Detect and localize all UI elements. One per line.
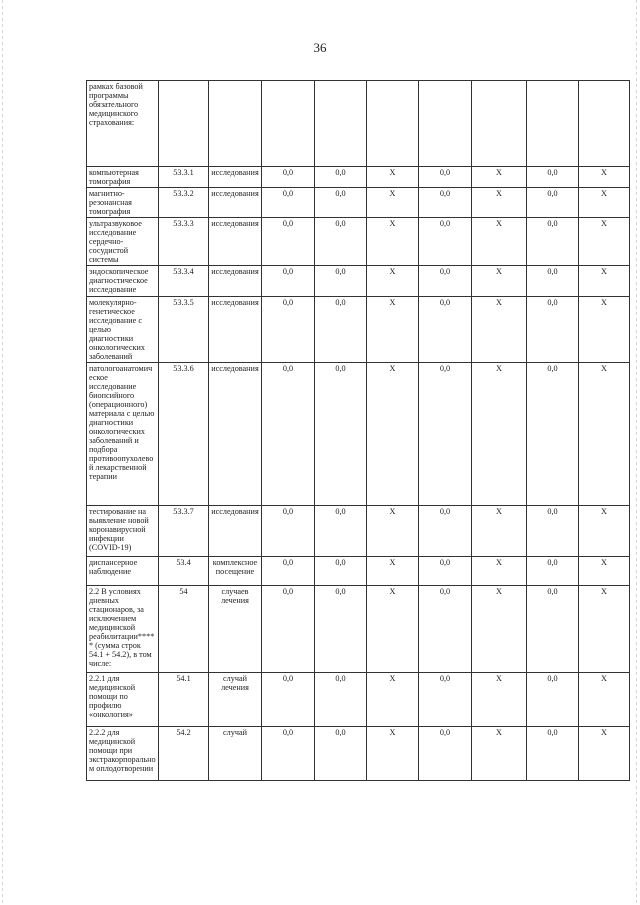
row-value-cell: 0,0 — [527, 557, 579, 586]
row-value-cell: 0,0 — [527, 218, 579, 266]
row-code-cell: 53.3.2 — [159, 188, 209, 218]
row-value-cell: X — [579, 506, 630, 557]
row-name-cell: рамках базовой программы обязательного медицинского страхования: — [87, 81, 159, 167]
row-value-cell — [472, 81, 527, 167]
row-value-cell: X — [367, 673, 419, 727]
row-value-cell: 0,0 — [315, 673, 367, 727]
row-unit-cell: исследования — [209, 188, 262, 218]
row-value-cell: X — [579, 557, 630, 586]
row-value-cell: X — [579, 727, 630, 781]
row-value-cell: X — [472, 297, 527, 363]
row-value-cell: 0,0 — [262, 218, 315, 266]
row-value-cell: 0,0 — [315, 557, 367, 586]
row-value-cell: X — [472, 188, 527, 218]
row-name-cell: 2.2.2 для медицинской помощи при экстракорпоральном оплодотворении — [87, 727, 159, 781]
row-value-cell: 0,0 — [262, 586, 315, 673]
row-value-cell: X — [472, 218, 527, 266]
row-value-cell: 0,0 — [315, 218, 367, 266]
table-row — [87, 586, 630, 673]
scan-edge-left — [2, 0, 3, 905]
table-row — [87, 557, 630, 586]
row-value-cell: 0,0 — [262, 363, 315, 506]
row-value-cell — [579, 81, 630, 167]
row-value-cell: 0,0 — [527, 727, 579, 781]
row-unit-cell: исследования — [209, 363, 262, 506]
row-unit-cell — [209, 81, 262, 167]
row-value-cell: 0,0 — [419, 506, 472, 557]
row-value-cell: X — [367, 557, 419, 586]
table-row — [87, 188, 630, 218]
table-row — [87, 727, 630, 781]
row-name-cell: 2.2.1 для медицинской помощи по профилю «онкология» — [87, 673, 159, 727]
row-value-cell: 0,0 — [315, 266, 367, 297]
row-name-cell: ультразвуковое исследование сердечно-сосудистой системы — [87, 218, 159, 266]
row-value-cell: 0,0 — [527, 363, 579, 506]
scan-edge-right — [636, 0, 637, 905]
table-row — [87, 673, 630, 727]
row-value-cell: 0,0 — [315, 188, 367, 218]
row-value-cell: X — [579, 188, 630, 218]
table-row — [87, 266, 630, 297]
row-name-cell: магнитно-резонансная томография — [87, 188, 159, 218]
row-value-cell: 0,0 — [262, 266, 315, 297]
table-row — [87, 218, 630, 266]
row-value-cell: 0,0 — [419, 673, 472, 727]
row-value-cell: X — [367, 727, 419, 781]
row-value-cell: X — [367, 297, 419, 363]
row-value-cell: X — [472, 363, 527, 506]
row-value-cell: X — [367, 266, 419, 297]
row-value-cell — [367, 81, 419, 167]
row-value-cell: X — [579, 167, 630, 188]
row-code-cell: 53.3.4 — [159, 266, 209, 297]
row-value-cell: 0,0 — [262, 557, 315, 586]
row-value-cell: 0,0 — [315, 506, 367, 557]
row-value-cell: 0,0 — [527, 586, 579, 673]
document-table — [86, 80, 630, 781]
row-value-cell: 0,0 — [262, 673, 315, 727]
table-row — [87, 297, 630, 363]
row-code-cell: 53.3.7 — [159, 506, 209, 557]
row-value-cell: 0,0 — [527, 167, 579, 188]
row-value-cell: 0,0 — [315, 727, 367, 781]
row-unit-cell: случай лечения — [209, 673, 262, 727]
row-value-cell: X — [579, 297, 630, 363]
row-value-cell: X — [472, 673, 527, 727]
row-code-cell: 53.3.5 — [159, 297, 209, 363]
row-value-cell: X — [472, 727, 527, 781]
page-number: 36 — [313, 40, 327, 55]
row-code-cell: 54.1 — [159, 673, 209, 727]
table-row — [87, 81, 630, 167]
row-value-cell: X — [579, 673, 630, 727]
row-value-cell: X — [367, 167, 419, 188]
row-value-cell: X — [579, 266, 630, 297]
table-row — [87, 363, 630, 506]
row-code-cell: 54.2 — [159, 727, 209, 781]
row-name-cell: тестирование на выявление новой коронавирусной инфекции (COVID-19) — [87, 506, 159, 557]
row-value-cell: 0,0 — [527, 297, 579, 363]
row-unit-cell: исследования — [209, 297, 262, 363]
row-name-cell: диспансерное наблюдение — [87, 557, 159, 586]
row-value-cell: 0,0 — [527, 506, 579, 557]
row-value-cell: 0,0 — [262, 506, 315, 557]
row-unit-cell: исследования — [209, 506, 262, 557]
row-value-cell: X — [472, 266, 527, 297]
table-row — [87, 506, 630, 557]
row-code-cell: 53.4 — [159, 557, 209, 586]
row-value-cell: 0,0 — [419, 266, 472, 297]
row-name-cell: патологоанатомическое исследование биопсийного (операционного) материала с целью диагностики онкологических заболеваний и подбора противоопухолевой лекарственной терапии — [87, 363, 159, 506]
row-value-cell: 0,0 — [419, 363, 472, 506]
row-unit-cell: исследования — [209, 218, 262, 266]
row-value-cell: X — [367, 363, 419, 506]
row-name-cell: 2.2 В условиях дневных стационаров, за исключением медицинской реабилитации***** (сумма строк 54.1 + 54.2), в том числе: — [87, 586, 159, 673]
row-unit-cell: исследования — [209, 167, 262, 188]
row-code-cell: 53.3.6 — [159, 363, 209, 506]
row-name-cell: молекулярно-генетическое исследование с целью диагностики онкологических заболеваний — [87, 297, 159, 363]
row-value-cell: X — [579, 218, 630, 266]
row-value-cell: X — [579, 586, 630, 673]
row-unit-cell: случаев лечения — [209, 586, 262, 673]
row-value-cell: 0,0 — [262, 297, 315, 363]
row-value-cell: X — [367, 218, 419, 266]
row-value-cell: 0,0 — [262, 167, 315, 188]
row-value-cell: X — [472, 586, 527, 673]
row-unit-cell: исследования — [209, 266, 262, 297]
row-value-cell: 0,0 — [315, 297, 367, 363]
row-unit-cell: комплексное посещение — [209, 557, 262, 586]
row-value-cell: X — [367, 506, 419, 557]
row-value-cell: 0,0 — [419, 167, 472, 188]
row-unit-cell: случай — [209, 727, 262, 781]
row-code-cell: 54 — [159, 586, 209, 673]
row-value-cell: X — [472, 506, 527, 557]
row-value-cell: X — [472, 557, 527, 586]
row-value-cell: 0,0 — [419, 218, 472, 266]
row-value-cell: X — [579, 363, 630, 506]
row-value-cell: 0,0 — [315, 363, 367, 506]
row-value-cell: 0,0 — [419, 727, 472, 781]
row-value-cell: 0,0 — [527, 266, 579, 297]
row-value-cell: X — [367, 188, 419, 218]
row-value-cell: X — [367, 586, 419, 673]
row-value-cell — [262, 81, 315, 167]
row-value-cell: 0,0 — [419, 557, 472, 586]
row-name-cell: компьютерная томография — [87, 167, 159, 188]
row-value-cell: 0,0 — [419, 297, 472, 363]
row-name-cell: эндоскопическое диагностическое исследование — [87, 266, 159, 297]
row-value-cell: X — [472, 167, 527, 188]
row-value-cell — [419, 81, 472, 167]
table-row — [87, 167, 630, 188]
row-value-cell: 0,0 — [315, 167, 367, 188]
row-value-cell: 0,0 — [419, 188, 472, 218]
row-value-cell: 0,0 — [315, 586, 367, 673]
row-value-cell — [315, 81, 367, 167]
row-code-cell — [159, 81, 209, 167]
row-value-cell: 0,0 — [527, 188, 579, 218]
row-value-cell: 0,0 — [262, 727, 315, 781]
row-code-cell: 53.3.1 — [159, 167, 209, 188]
row-value-cell: 0,0 — [419, 586, 472, 673]
row-value-cell — [527, 81, 579, 167]
row-value-cell: 0,0 — [527, 673, 579, 727]
row-code-cell: 53.3.3 — [159, 218, 209, 266]
row-value-cell: 0,0 — [262, 188, 315, 218]
